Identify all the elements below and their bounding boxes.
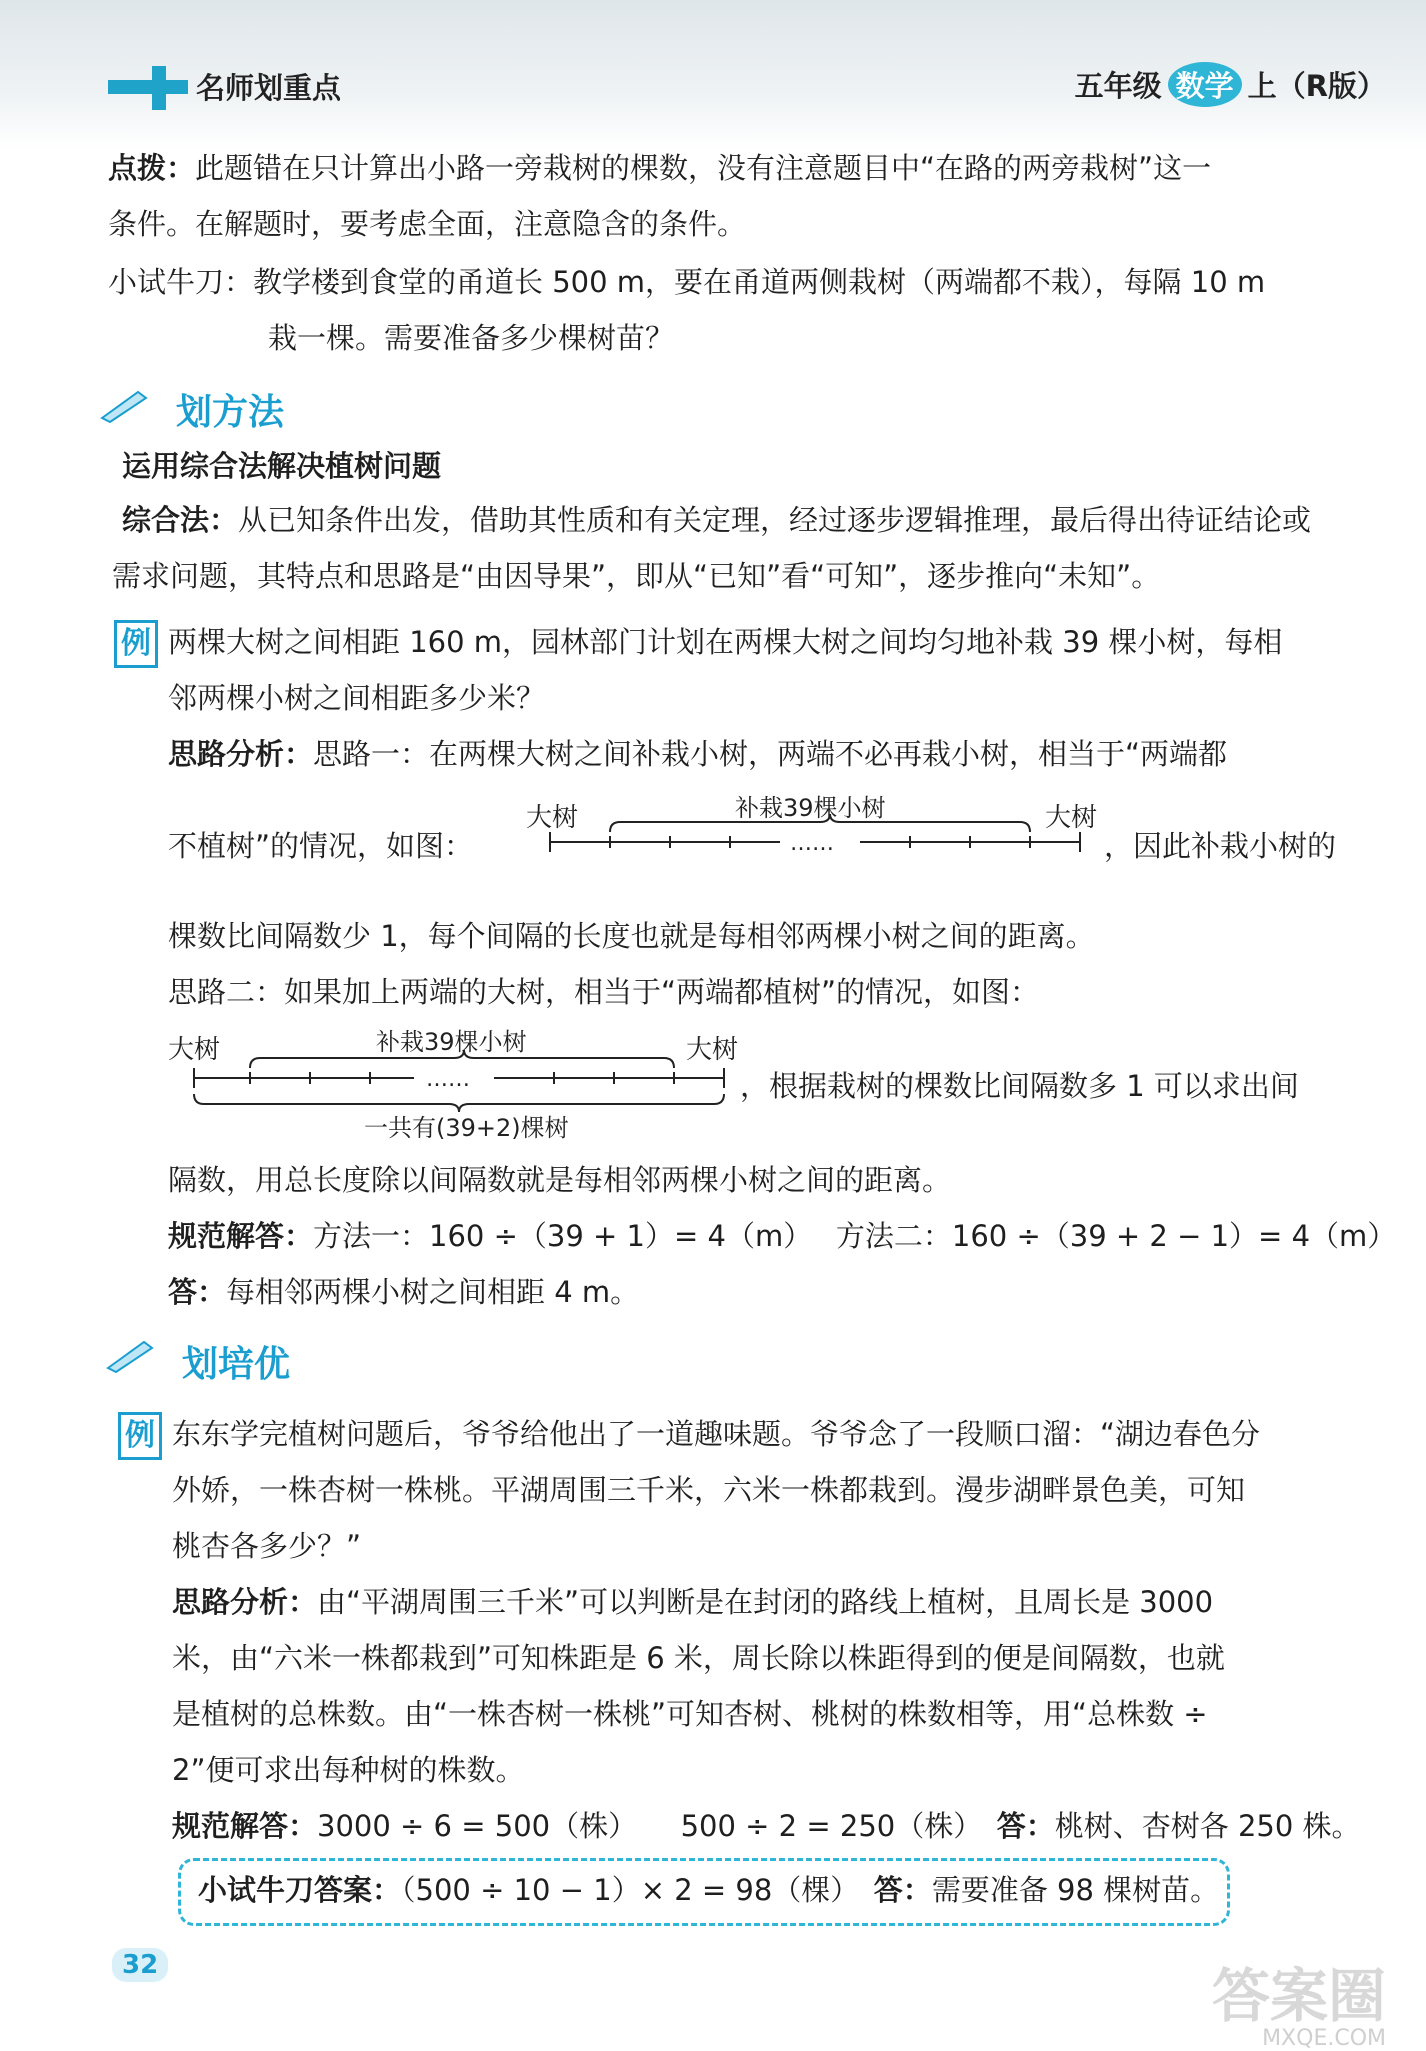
try-answer-text: 需要准备 98 棵树苗。: [931, 1873, 1220, 1907]
example-1-analysis-label: 思路分析：: [168, 737, 314, 771]
diagram-2-right-label: 大树: [686, 1035, 739, 1065]
page-header: [0, 0, 1426, 150]
diagram-2-dots: ……: [426, 1067, 470, 1092]
try-line-2: 栽一棵。需要准备多少棵树苗？: [268, 321, 675, 355]
tip-label: 点拨：: [108, 151, 196, 185]
example-2-analysis-1: [172, 1574, 1213, 1630]
example-1-analysis-4: 思路二：如果加上两端的大树，相当于“两端都植树”的情况，如图：: [168, 975, 1040, 1009]
tip-line-1: [108, 140, 1211, 196]
try-label: 小试牛刀：: [108, 265, 254, 299]
example-1-answer-label: 答：: [168, 1275, 227, 1309]
diagram-1-left-label: 大树: [526, 803, 579, 833]
example-2-answer-text: 桃树、杏树各 250 株。: [1054, 1809, 1361, 1843]
header-subtitle: 名师划重点: [196, 71, 342, 105]
try-answer-answer-label: 答：: [873, 1873, 932, 1907]
example-1-answer: [168, 1264, 639, 1320]
tip-text-1: 此题错在只计算出小路一旁栽树的棵数，没有注意题目中“在路的两旁栽树”这一: [195, 151, 1212, 185]
diagram-2-bottom-brace: [194, 1094, 724, 1112]
example-1-analysis-5b: ，根据栽树的棵数比间隔数多 1 可以求出间: [740, 1069, 1299, 1103]
example-2-analysis-4: 2”便可求出每种树的株数。: [172, 1753, 525, 1787]
pencil-icon: [98, 384, 158, 424]
logo: [108, 62, 188, 110]
tip-line-2: 条件。在解题时，要考虑全面，注意隐含的条件。: [108, 207, 747, 241]
example-2-question-2: 外娇，一株杏树一株桃。平湖周围三千米，六米一株都栽到。漫步湖畔景色美，可知: [172, 1473, 1246, 1507]
method-heading: 运用综合法解决植树问题: [122, 449, 442, 483]
method-def-line-1: [122, 492, 1311, 548]
diagram-1: [520, 790, 1100, 870]
example-2-solution-text: 3000 ÷ 6 = 500（株） 500 ÷ 2 = 250（株）: [317, 1809, 997, 1843]
example-1-analysis-3: 棵数比间隔数少 1，每个间隔的长度也就是每相邻两棵小树之间的距离。: [168, 919, 1095, 953]
example-2-badge: 例: [118, 1412, 162, 1460]
example-2-solution-label: 规范解答：: [172, 1809, 318, 1843]
example-1-solution-text: 方法一：160 ÷（39 + 1）= 4（m） 方法二：160 ÷（39 + 2 − 1）= 4（m）: [313, 1219, 1397, 1253]
example-1-solution: [168, 1208, 1396, 1264]
example-2-analysis-label: 思路分析：: [172, 1585, 318, 1619]
try-answer-formula: （500 ÷ 10 − 1）× 2 = 98（棵）: [401, 1873, 874, 1907]
diagram-1-top-label: 补栽39棵小树: [735, 794, 886, 822]
try-answer-label: 小试牛刀答案：: [198, 1873, 402, 1907]
method-def-line-2: 需求问题，其特点和思路是“由因导果”，即从“已知”看“可知”，逐步推向“未知”。: [112, 559, 1161, 593]
method-def-text-1: 从已知条件出发，借助其性质和有关定理，经过逐步逻辑推理，最后得出待证结论或: [238, 503, 1312, 537]
example-2-analysis-3: 是植树的总株数。由“一株杏树一株桃”可知杏树、桃树的株数相等，用“总株数 ÷: [172, 1697, 1208, 1731]
diagram-1-dots: ……: [790, 831, 834, 856]
subject-badge: 数学: [1168, 62, 1242, 107]
example-1-analysis-1: [168, 726, 1227, 782]
example-1-analysis-2a: 不植树”的情况，如图：: [168, 829, 474, 863]
grade-label: [1075, 62, 1386, 107]
advance-title: 划培优: [182, 1344, 291, 1385]
pencil-icon: [104, 1334, 164, 1374]
try-answer-line: [198, 1862, 1219, 1918]
example-1-question-1: 两棵大树之间相距 160 m，园林部门计划在两棵大树之间均匀地补栽 39 棵小树，每相: [168, 625, 1283, 659]
example-1-solution-label: 规范解答：: [168, 1219, 314, 1253]
method-title: 划方法: [176, 392, 285, 433]
example-1-answer-text: 每相邻两棵小树之间相距 4 m。: [226, 1275, 640, 1309]
diagram-2-top-label: 补栽39棵小树: [376, 1028, 527, 1056]
diagram-2-bottom-label: 一共有(39+2)棵树: [364, 1114, 569, 1142]
method-def-label: 综合法：: [122, 503, 239, 537]
try-text-1: 教学楼到食堂的甬道长 500 m，要在甬道两侧栽树（两端都不栽），每隔 10 m: [253, 265, 1266, 299]
example-2-analysis-text-1: 由“平湖周围三千米”可以判断是在封闭的路线上植树，且周长是 3000: [317, 1585, 1214, 1619]
watermark-url: MXQE.COM: [1262, 2026, 1386, 2051]
diagram-2-left-label: 大树: [168, 1035, 221, 1065]
page-number: 32: [112, 1948, 168, 1982]
try-line-1: [108, 254, 1265, 310]
example-2-analysis-2: 米，由“六米一株都栽到”可知株距是 6 米，周长除以株距得到的便是间隔数，也就: [172, 1641, 1225, 1675]
example-1-analysis-6: 隔数，用总长度除以间隔数就是每相邻两棵小树之间的距离。: [168, 1163, 952, 1197]
grade-pre: 五年级: [1074, 69, 1162, 103]
example-1-analysis-text-1: 思路一：在两棵大树之间补栽小树，两端不必再栽小树，相当于“两端都: [313, 737, 1228, 771]
example-2-question-3: 桃杏各多少？”: [172, 1529, 362, 1563]
example-1-analysis-2b: ，因此补栽小树的: [1104, 829, 1337, 863]
example-1-question-2: 邻两棵小树之间相距多少米？: [168, 681, 546, 715]
diagram-1-right-label: 大树: [1045, 803, 1098, 833]
watermark: 答案圈: [1211, 1962, 1386, 2030]
example-2-solution: [172, 1798, 1361, 1854]
example-2-question-1: 东东学完植树问题后，爷爷给他出了一道趣味题。爷爷念了一段顺口溜：“湖边春色分: [172, 1417, 1261, 1451]
example-2-answer-label: 答：: [996, 1809, 1055, 1843]
grade-post: 上（R版）: [1247, 69, 1386, 103]
example-1-badge: 例: [114, 620, 158, 668]
diagram-2: [164, 1024, 744, 1144]
